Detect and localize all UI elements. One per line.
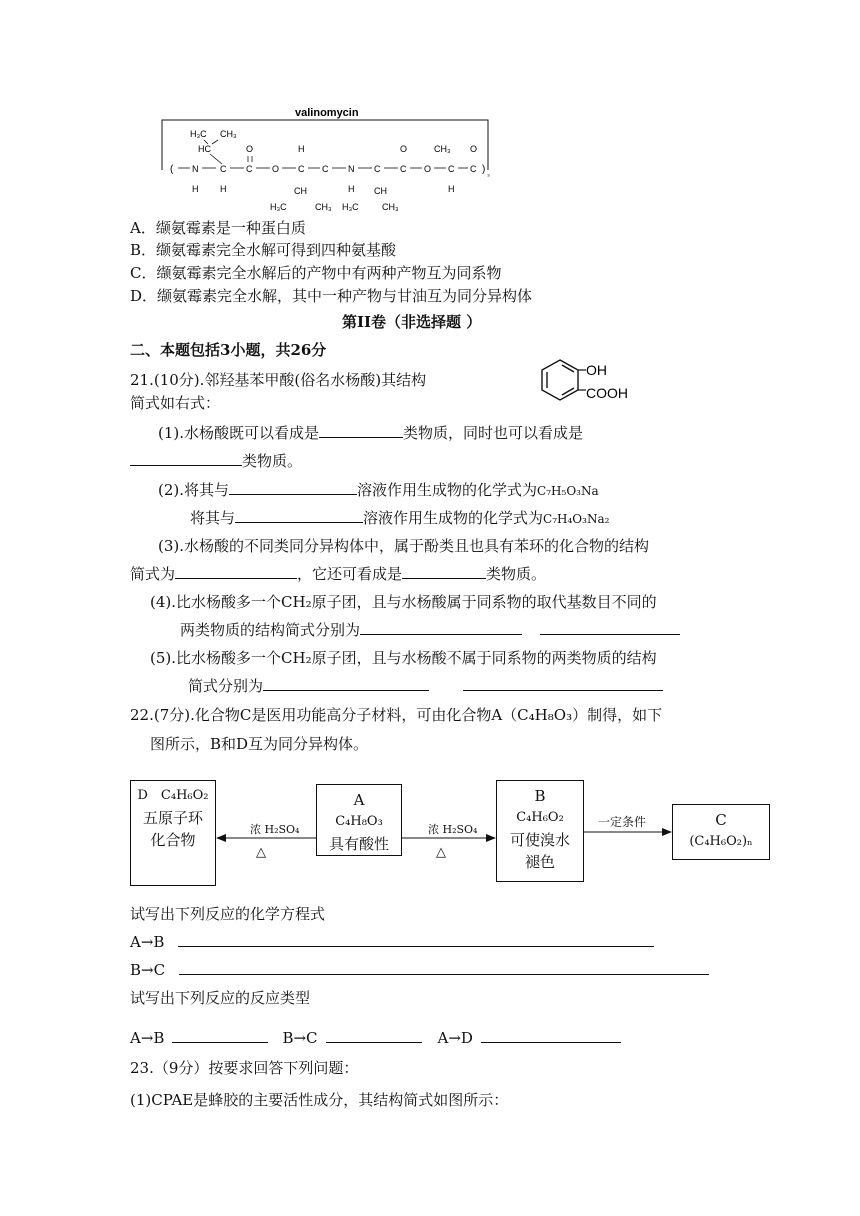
svg-text:H: H <box>448 184 455 194</box>
svg-text:): ) <box>482 164 486 175</box>
q21-line2: 简式如右式： <box>130 394 221 412</box>
arrow1-condition: 浓 H₂SO₄ <box>250 823 300 836</box>
q21-p2: (2).将其与 溶液作用生成物的化学式为C₇H₅O₃Na <box>158 481 599 499</box>
option-a: A．缬氨霉素是一种蛋白质 <box>130 219 306 237</box>
label: HC <box>198 144 211 154</box>
valinomycin-title: valinomycin <box>295 107 359 119</box>
box-c: C (C₄H₆O₂)ₙ <box>672 804 770 860</box>
svg-text:C: C <box>298 164 305 174</box>
svg-text:O: O <box>400 144 408 154</box>
svg-text:H: H <box>220 184 227 194</box>
svg-text:H: H <box>192 184 199 194</box>
svg-text:₃: ₃ <box>487 171 490 178</box>
svg-text:(: ( <box>170 164 174 175</box>
eq-bc: B→C <box>130 960 709 980</box>
svg-text:N: N <box>348 164 355 174</box>
svg-text:H: H <box>298 144 305 154</box>
q21-p4-cont: 两类物质的结构简式分别为 <box>180 620 680 640</box>
q22-line1: 22.(7分).化合物C是医用功能高分子材料，可由化合物A（C₄H₈O₃）制得，如下 <box>130 706 663 724</box>
option-d: D．缬氨霉素完全水解，其中一种产物与甘油互为同分异构体 <box>130 287 533 305</box>
svg-text:H₃C: H₃C <box>342 202 359 212</box>
svg-text:O: O <box>424 164 432 174</box>
arrow3-condition: 一定条件 <box>598 815 647 829</box>
reaction-types: A→B B→C A→D <box>130 1028 621 1048</box>
q21-p3: (3).水杨酸的不同类同分异构体中，属于酚类且也具有苯环的化合物的结构 <box>158 537 650 555</box>
svg-text:CH: CH <box>294 186 307 196</box>
oh-label: OH <box>586 362 607 378</box>
q21-p5-cont: 简式分别为 <box>188 676 663 696</box>
q23-line1: 23.（9分）按要求回答下列问题： <box>130 1059 359 1077</box>
eq-ab: A→B <box>130 932 654 952</box>
q23-line2: (1)CPAE是蜂胶的主要活性成分，其结构简式如图所示： <box>130 1091 509 1109</box>
box-d: D C₄H₆O₂ 五原子环 化合物 <box>130 780 216 886</box>
svg-text:H₃C: H₃C <box>270 202 287 212</box>
arrow2-heat: △ <box>436 845 446 860</box>
svg-text:C: C <box>322 164 329 174</box>
svg-text:C: C <box>374 164 381 174</box>
q22-line2: 图所示，B和D互为同分异构体。 <box>150 735 369 753</box>
arrow2-condition: 浓 H₂SO₄ <box>428 823 478 836</box>
svg-text:C: C <box>448 164 455 174</box>
svg-text:C: C <box>246 164 253 174</box>
svg-text:C: C <box>400 164 407 174</box>
q21-p1: (1).水杨酸既可以看成是 类物质，同时也可以看成是 <box>158 424 584 442</box>
svg-text:CH: CH <box>374 186 387 196</box>
box-a: A C₄H₈O₃ 具有酸性 <box>316 784 402 856</box>
part2-title: 二、本题包括3小题，共26分 <box>130 341 327 359</box>
type-title: 试写出下列反应的反应类型 <box>130 989 311 1007</box>
q21-p5: (5).比水杨酸多一个CH₂原子团，且与水杨酸不属于同系物的两类物质的结构 <box>150 649 657 667</box>
svg-text:N: N <box>192 164 199 174</box>
svg-text:CH₃: CH₃ <box>434 144 451 154</box>
eq-title: 试写出下列反应的化学方程式 <box>130 905 326 923</box>
box-b: B C₄H₆O₂ 可使溴水 褪色 <box>496 780 584 882</box>
svg-text:H: H <box>348 184 355 194</box>
q21-line1: 21.(10分).邻羟基苯甲酸(俗名水杨酸)其结构 <box>130 371 427 389</box>
q21-p1-cont: 类物质。 <box>130 451 302 471</box>
label: H₃C <box>190 129 207 139</box>
svg-text:O: O <box>272 164 280 174</box>
option-b: B．缬氨霉素完全水解可得到四种氨基酸 <box>130 241 397 259</box>
svg-text:C: C <box>220 164 227 174</box>
section-title: 第II卷（非选择题 ） <box>342 313 482 331</box>
label: CH₃ <box>220 129 237 139</box>
q21-p3-cont: 简式为 ，它还可看成是 类物质。 <box>130 565 547 583</box>
svg-text:CH₃: CH₃ <box>382 202 399 212</box>
svg-text:O: O <box>470 144 478 154</box>
cooh-label: COOH <box>586 385 628 401</box>
svg-text:C: C <box>470 164 477 174</box>
svg-text:CH₃: CH₃ <box>315 202 332 212</box>
q21-p2-second: 将其与 溶液作用生成物的化学式为C₇H₄O₃Na₂ <box>190 509 610 527</box>
q21-p4: (4).比水杨酸多一个CH₂原子团，且与水杨酸属于同系物的取代基数目不同的 <box>150 593 657 611</box>
arrow1-heat: △ <box>256 845 266 860</box>
svg-text:O: O <box>246 144 254 154</box>
option-c: C．缬氨霉素完全水解后的产物中有两种产物互为同系物 <box>130 264 502 282</box>
